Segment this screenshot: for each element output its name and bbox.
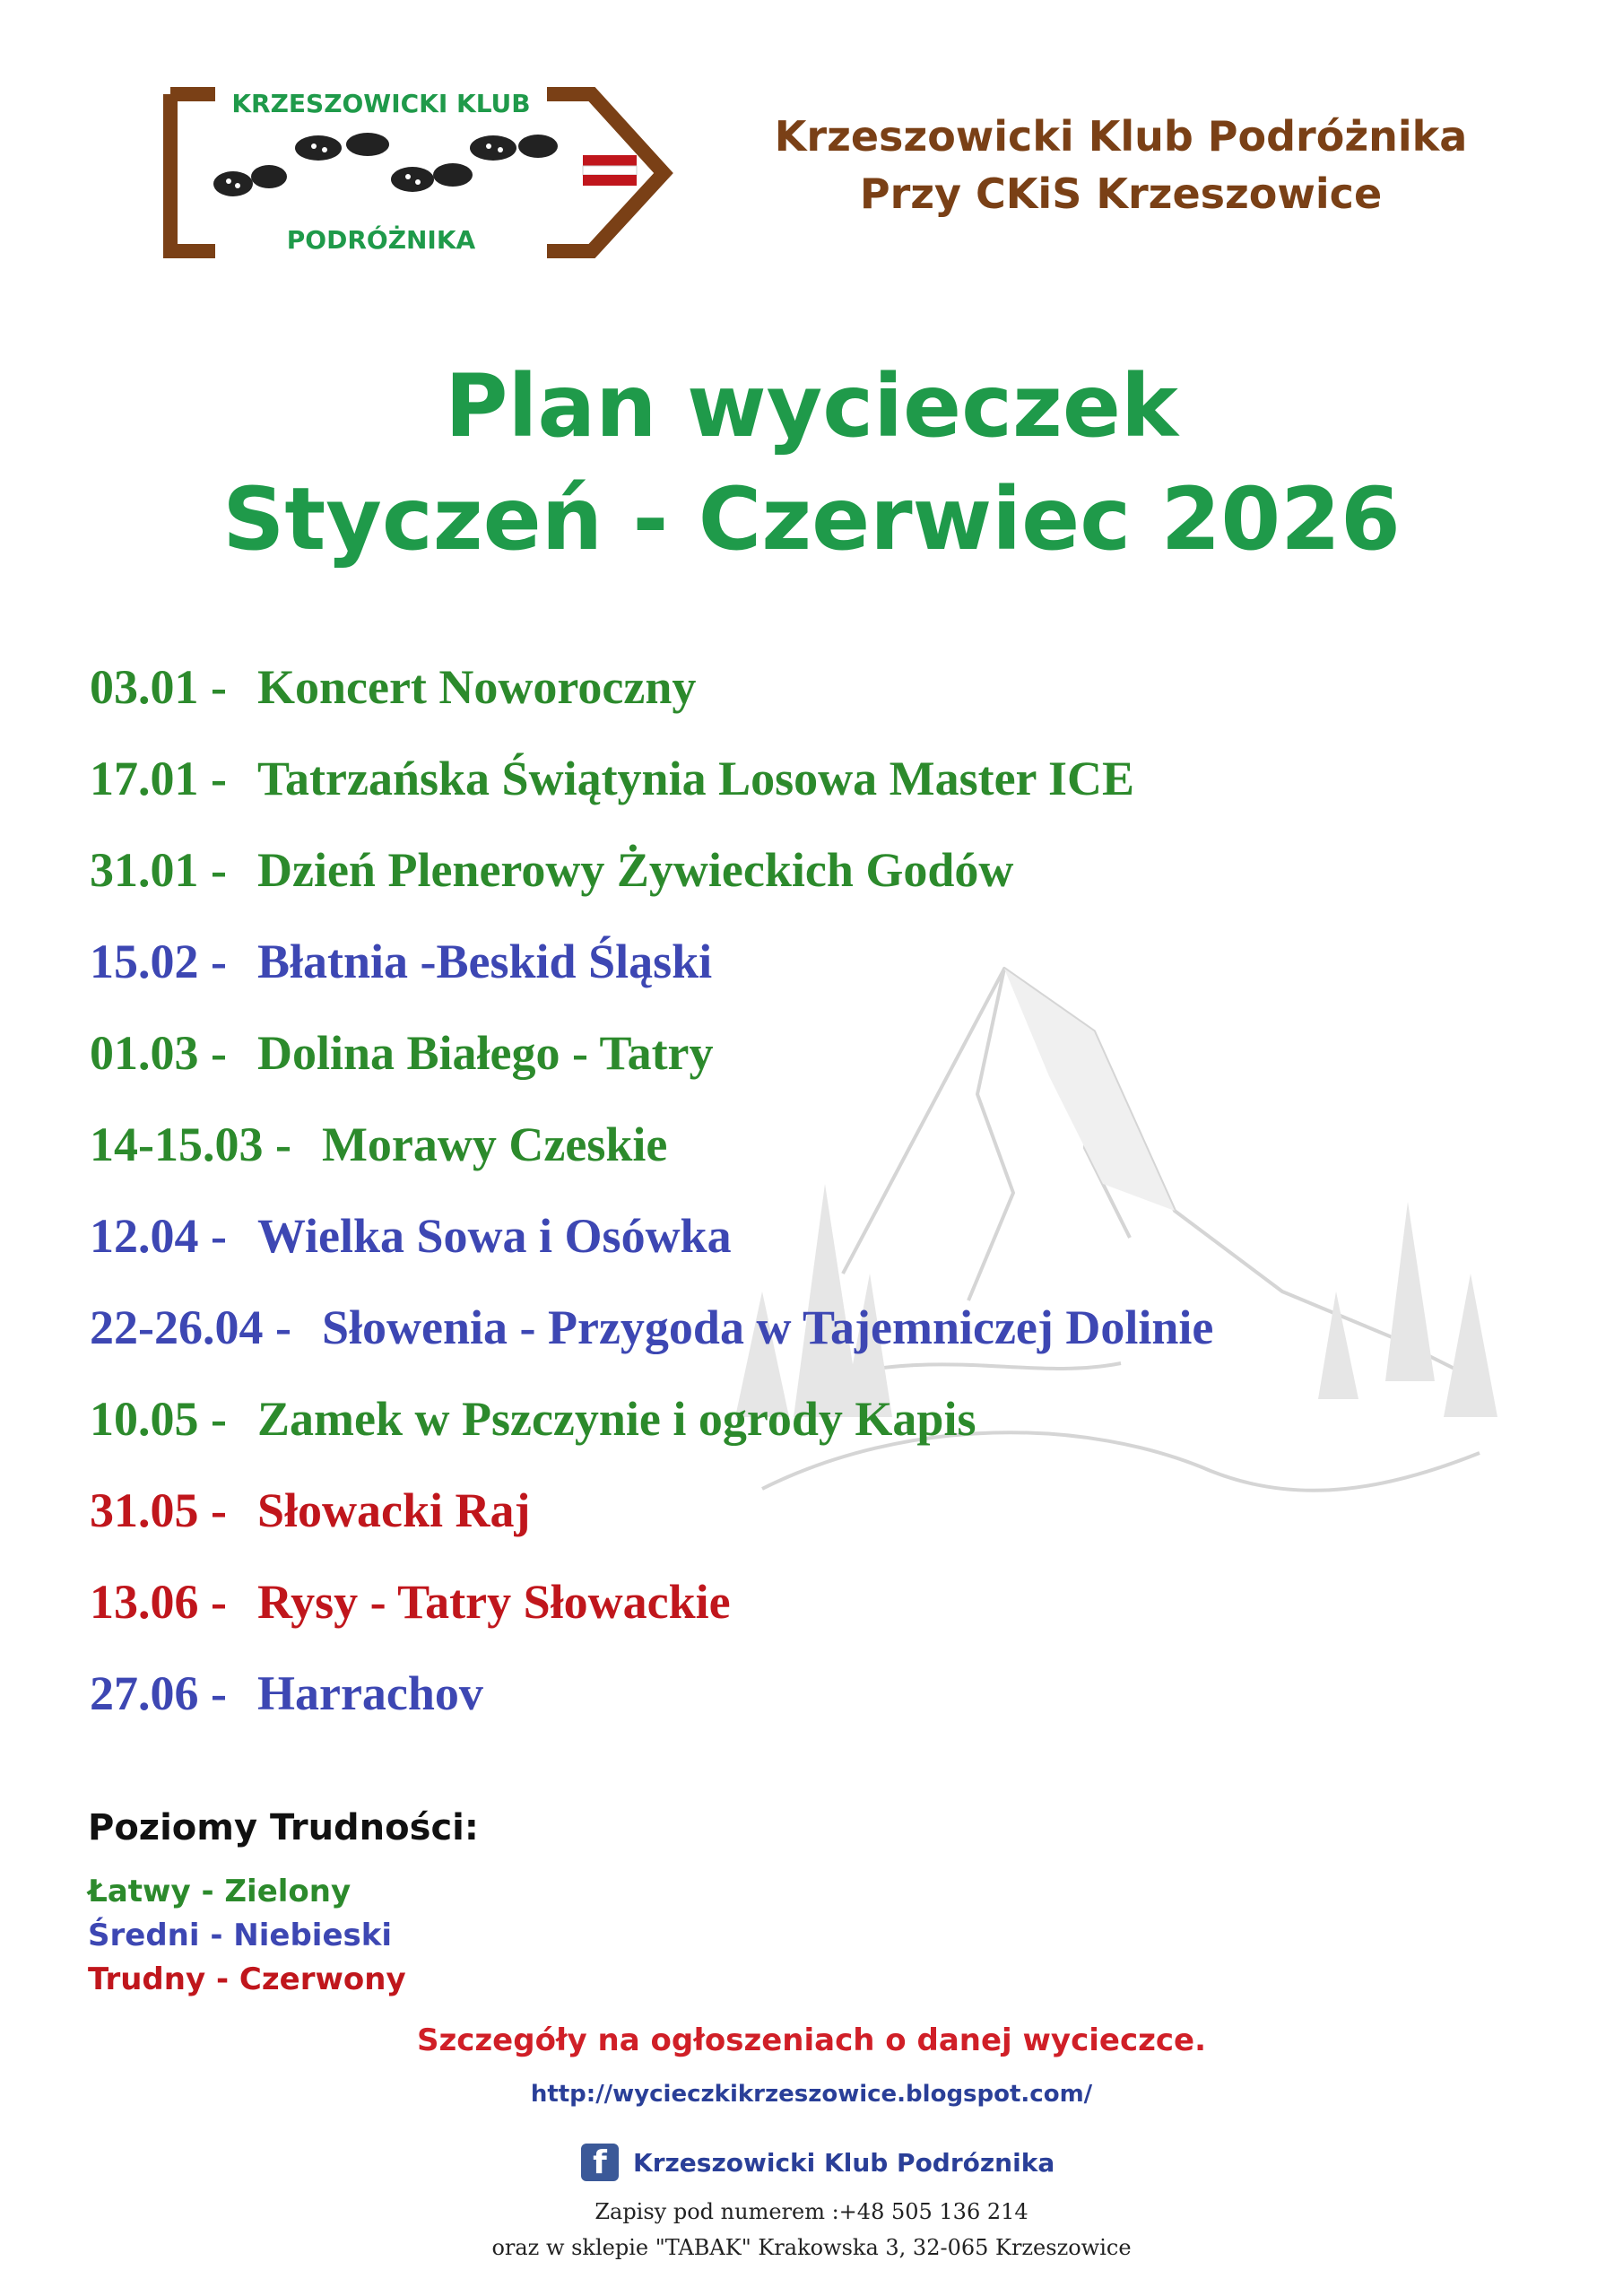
page-title [0, 350, 1623, 576]
trip-item [90, 1208, 1596, 1300]
trip-date: 01.03 - [90, 1026, 227, 1080]
trip-date: 31.05 - [90, 1483, 227, 1537]
legend-easy: Łatwy - Zielony [88, 1874, 352, 1909]
trip-item [90, 1391, 1596, 1483]
club-header [628, 108, 1614, 222]
trip-name: Słowenia - Przygoda w Tajemniczej Dolinie [321, 1300, 1214, 1354]
trip-name: Rysy - Tatry Słowackie [256, 1575, 731, 1629]
trip-date: 13.06 - [90, 1575, 227, 1629]
trip-name: Błatnia -Beskid Śląski [256, 935, 713, 988]
trip-item [90, 1483, 1596, 1574]
trip-item [90, 1025, 1596, 1117]
title-line-2: Styczeń - Czerwiec 2026 [222, 469, 1401, 570]
trip-date: 14-15.03 - [90, 1118, 291, 1171]
trip-item [90, 934, 1596, 1025]
trip-name: Zamek w Pszczynie i ogrody Kapis [256, 1392, 976, 1446]
trip-date: 12.04 - [90, 1209, 227, 1263]
header-line-2: Przy CKiS Krzeszowice [859, 170, 1383, 218]
trip-item [90, 842, 1596, 934]
trip-item [90, 1117, 1596, 1208]
legend-hard: Trudny - Czerwony [88, 1961, 406, 1997]
details-note: Szczegóły na ogłoszeniach o danej wycieczce. [416, 2022, 1207, 2058]
trip-item [90, 659, 1596, 751]
facebook-link[interactable] [581, 2144, 1055, 2181]
blog-link[interactable]: http://wycieczkikrzeszowice.blogspot.com/ [530, 2081, 1093, 2108]
trip-name: Dzień Plenerowy Żywieckich Godów [256, 843, 1014, 897]
trip-list [90, 659, 1596, 1757]
club-logo [152, 76, 681, 269]
facebook-label: Krzeszowicki Klub Podróznika [633, 2147, 1055, 2178]
trip-date: 03.01 - [90, 660, 227, 714]
logo-top-text: KRZESZOWICKI KLUB [231, 89, 531, 118]
trip-name: Harrachov [256, 1666, 483, 1720]
contact-phone: Zapisy pod numerem :+48 505 136 214 [595, 2199, 1028, 2224]
trip-item [90, 1300, 1596, 1391]
trip-name: Koncert Noworoczny [256, 660, 697, 714]
difficulty-legend [88, 1870, 406, 2002]
trip-date: 31.01 - [90, 843, 227, 897]
logo-bottom-text: PODRÓŻNIKA [286, 225, 476, 255]
header-line-1: Krzeszowicki Klub Podróżnika [774, 112, 1468, 161]
trip-date: 17.01 - [90, 752, 227, 805]
legend-title: Poziomy Trudności: [88, 1807, 479, 1848]
trip-item [90, 751, 1596, 842]
trip-date: 27.06 - [90, 1666, 227, 1720]
trip-name: Dolina Białego - Tatry [256, 1026, 714, 1080]
trip-name: Tatrzańska Świątynia Losowa Master ICE [256, 752, 1135, 805]
title-line-1: Plan wycieczek [445, 356, 1178, 457]
trip-date: 15.02 - [90, 935, 227, 988]
trip-date: 22-26.04 - [90, 1300, 291, 1354]
trip-name: Wielka Sowa i Osówka [256, 1209, 732, 1263]
trip-name: Słowacki Raj [256, 1483, 531, 1537]
trip-item [90, 1574, 1596, 1665]
contact-shop: oraz w sklepie "TABAK" Krakowska 3, 32-065 Krzeszowice [491, 2235, 1132, 2260]
trip-name: Morawy Czeskie [321, 1118, 668, 1171]
facebook-icon: f [581, 2144, 619, 2181]
trip-item [90, 1665, 1596, 1757]
trip-date: 10.05 - [90, 1392, 227, 1446]
legend-medium: Średni - Niebieski [88, 1918, 393, 1953]
